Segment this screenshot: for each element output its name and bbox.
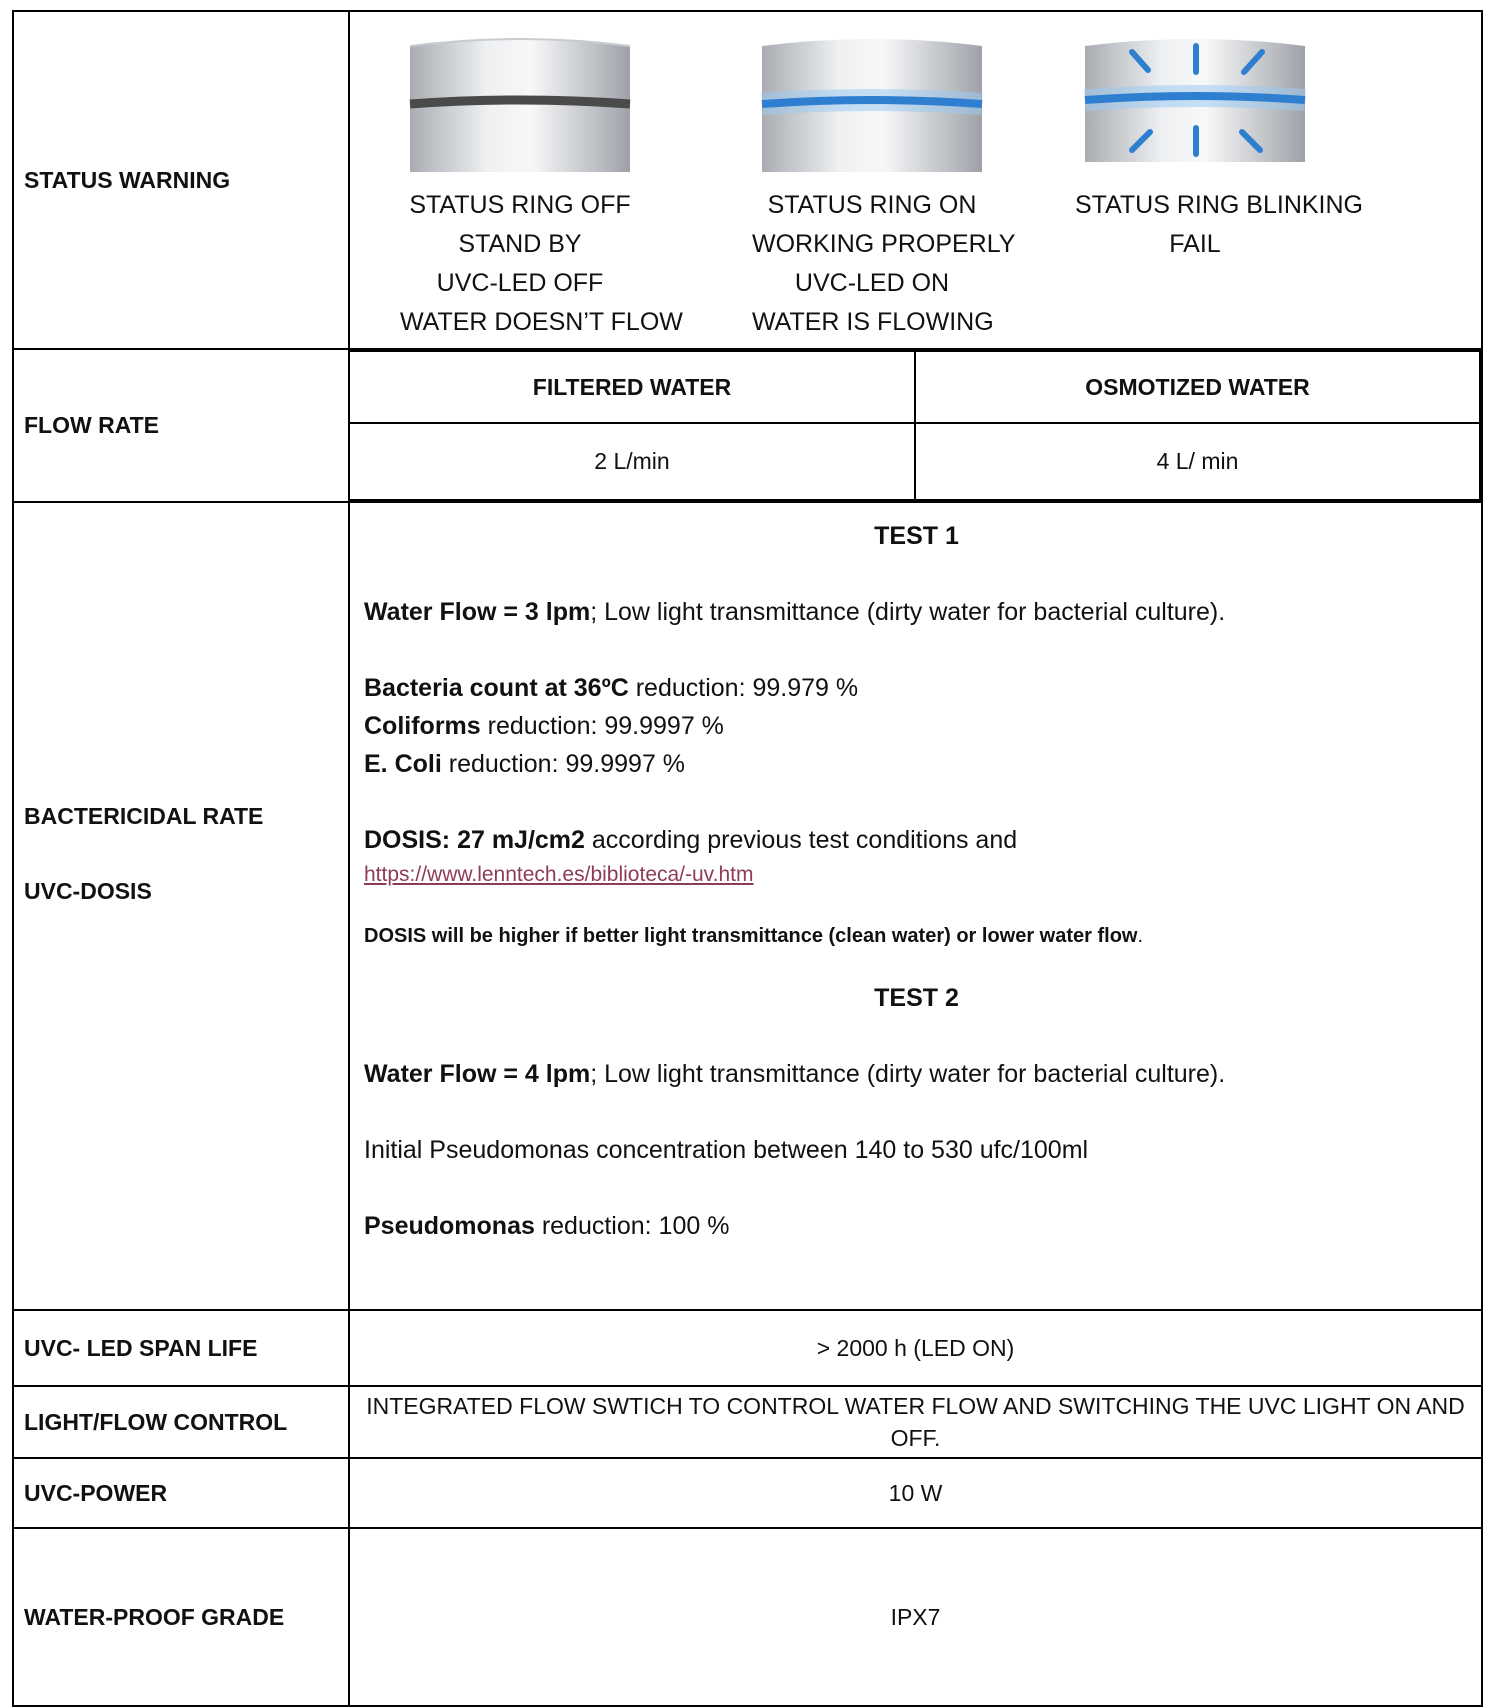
test1-note-text: DOSIS will be higher if better light transmittance (clean water) or lower water flow: [364, 925, 1138, 947]
ring-off-line-2: STAND BY: [458, 230, 582, 258]
ring-off-icon: [405, 32, 635, 172]
test1-r3-bold: E. Coli: [364, 750, 442, 778]
test1-r1-bold: Bacteria count at 36ºC: [364, 674, 629, 702]
test2-r1-rest: reduction: 100 %: [534, 1212, 730, 1240]
flow-header-osmotized: OSMOTIZED WATER: [915, 351, 1480, 423]
test1-r2-bold: Coliforms: [364, 712, 481, 740]
bactericidal-rate-label: BACTERICIDAL RATE: [24, 803, 264, 829]
uvc-power-label: UVC-POWER: [13, 1458, 349, 1528]
flow-value-osmotized: 4 L/ min: [915, 423, 1480, 500]
test1-r1-rest: reduction: 99.979 %: [628, 674, 859, 702]
status-rings-cell: [349, 11, 1482, 349]
ring-blinking-caption: [1075, 186, 1364, 264]
ring-on-icon: [757, 32, 987, 172]
ring-blinking-icon: [1080, 32, 1310, 172]
flow-rate-cell: [349, 349, 1482, 502]
flow-header-filtered: FILTERED WATER: [350, 351, 915, 423]
test1-flow: [364, 593, 1469, 631]
test1-result-ecoli: [364, 745, 1469, 783]
ring-off-line-1: STATUS RING OFF: [409, 191, 631, 219]
ring-blinking-line-2: FAIL: [1169, 230, 1221, 258]
water-proof-value: IPX7: [349, 1528, 1482, 1706]
lenntech-link[interactable]: https://www.lenntech.es/biblioteca/-uv.htm: [364, 863, 754, 886]
light-flow-control-value: INTEGRATED FLOW SWTICH TO CONTROL WATER FLOW AND SWITCHING THE UVC LIGHT ON AND OFF.: [349, 1386, 1482, 1458]
ring-on-line-1: STATUS RING ON: [767, 191, 977, 219]
test2-r1-bold: Pseudomonas: [364, 1212, 535, 1240]
status-warning-row: [13, 11, 1482, 349]
ring-blinking-line-1: STATUS RING BLINKING: [1075, 191, 1364, 219]
spec-document: [12, 10, 1481, 1697]
water-proof-label: WATER-PROOF GRADE: [13, 1528, 349, 1706]
ring-on-line-4: WATER IS FLOWING: [752, 308, 994, 336]
test1-dosis: [364, 821, 1469, 859]
ring-off-caption: [400, 186, 683, 342]
flow-rate-row: [13, 349, 1482, 502]
bactericidal-label-cell: [13, 502, 349, 1310]
test2-result-pseudomonas: [364, 1207, 1469, 1245]
ring-on-caption: [752, 186, 1016, 342]
test1-result-coliforms: [364, 707, 1469, 745]
test2-initial: Initial Pseudomonas concentration between 140 to 530 ufc/100ml: [364, 1136, 1089, 1164]
test1-dosis-rest: according previous test conditions and: [584, 826, 1018, 854]
test1-title: TEST 1: [874, 522, 959, 550]
uvc-dosis-label: UVC-DOSIS: [24, 878, 152, 904]
uvc-power-value: 10 W: [349, 1458, 1482, 1528]
light-flow-control-row: [13, 1386, 1482, 1458]
test1-note: [364, 915, 1469, 955]
status-ring-on: [752, 32, 1016, 342]
test2-title: TEST 2: [874, 984, 959, 1012]
test2-flow-rest: ; Low light transmittance (dirty water for bacterial culture).: [590, 1060, 1226, 1088]
test2-flow: [364, 1055, 1469, 1093]
flow-value-filtered: 2 L/min: [350, 423, 915, 500]
bactericidal-content: [349, 502, 1482, 1310]
flow-rate-label: FLOW RATE: [13, 349, 349, 502]
spec-table: [12, 10, 1483, 1707]
test1-dosis-bold: DOSIS: 27 mJ/cm2: [364, 826, 585, 854]
test1-flow-rest: ; Low light transmittance (dirty water for bacterial culture).: [590, 598, 1226, 626]
test1-flow-bold: Water Flow = 3 lpm: [364, 598, 591, 626]
light-flow-control-label: LIGHT/FLOW CONTROL: [13, 1386, 349, 1458]
flow-rate-subtable: [350, 350, 1481, 501]
status-warning-label: STATUS WARNING: [13, 11, 349, 349]
test1-r2-rest: reduction: 99.9997 %: [480, 712, 724, 740]
span-life-value: > 2000 h (LED ON): [349, 1310, 1482, 1386]
status-ring-blinking: [1075, 32, 1364, 264]
span-life-label: UVC- LED SPAN LIFE: [13, 1310, 349, 1386]
ring-off-line-4: WATER DOESN’T FLOW: [400, 308, 683, 336]
test2-flow-bold: Water Flow = 4 lpm: [364, 1060, 591, 1088]
ring-on-line-3: UVC-LED ON: [794, 269, 950, 297]
bactericidal-row: [13, 502, 1482, 1310]
water-proof-row: [13, 1528, 1482, 1706]
test1-r3-rest: reduction: 99.9997 %: [441, 750, 686, 778]
ring-on-line-2: WORKING PROPERLY: [752, 230, 1016, 258]
test1-result-bacteria: [364, 669, 1469, 707]
status-ring-off: [400, 32, 683, 342]
uvc-power-row: [13, 1458, 1482, 1528]
test1-note-end: .: [1137, 925, 1144, 947]
ring-off-line-3: UVC-LED OFF: [436, 269, 604, 297]
span-life-row: [13, 1310, 1482, 1386]
